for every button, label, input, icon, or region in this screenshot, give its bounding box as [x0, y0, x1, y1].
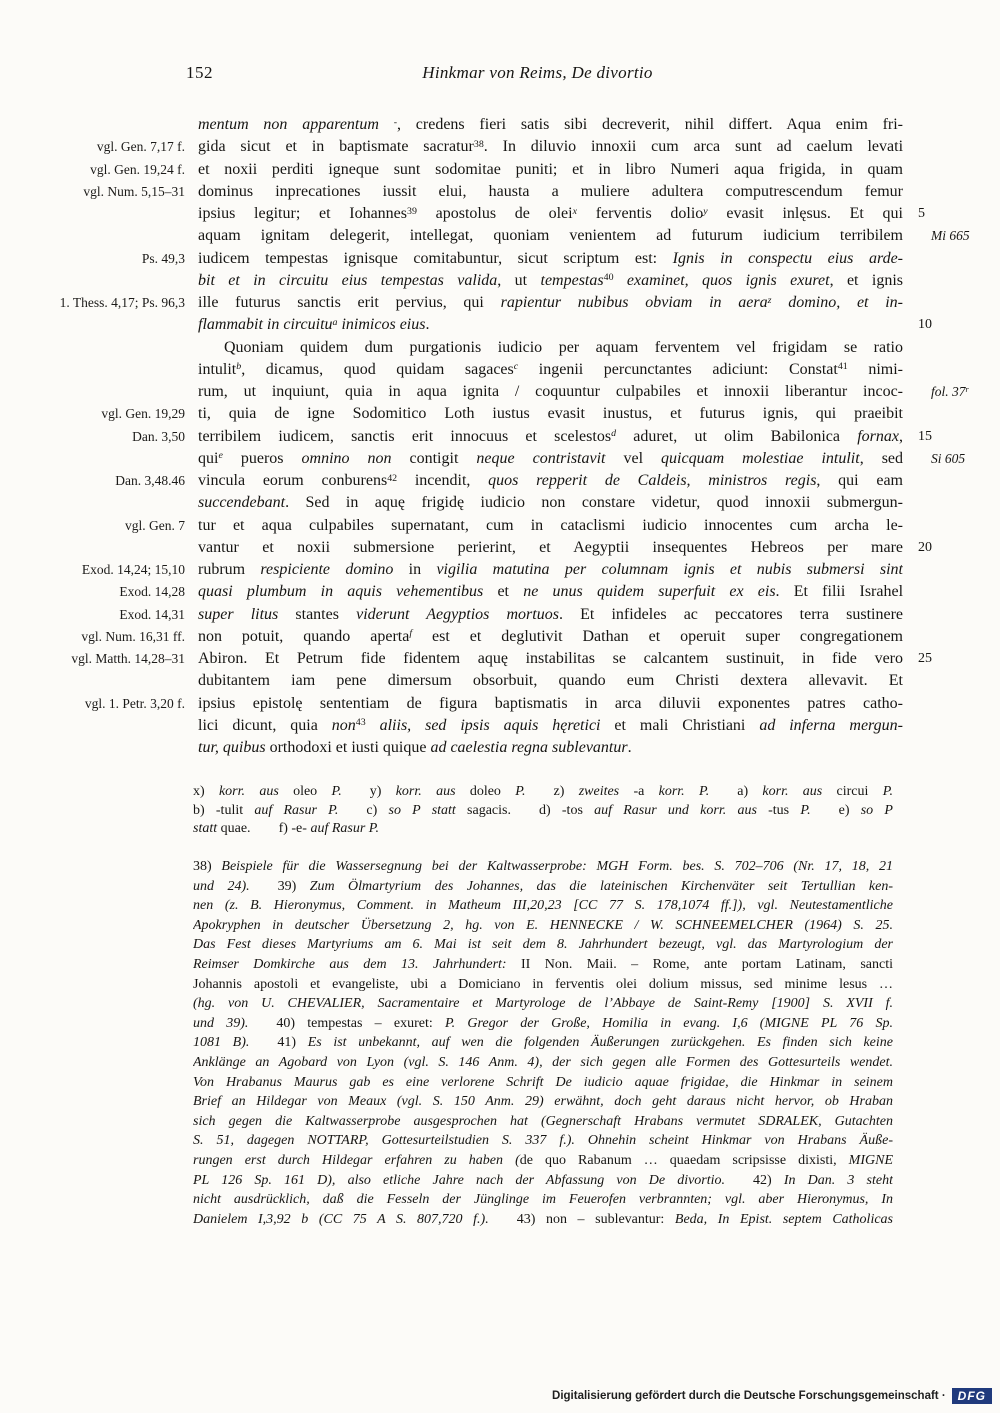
- body-line-text: ipsius legitur; et Iohannes$^{39}$ apostolus de olei$^x$ ferventis dolio$^y$ evasit inlęsus. Et qui: [198, 205, 903, 222]
- footnote-line-text: PL 126 Sp. 161 D), also etliche Jahre nach der Abfassung von De divortio. 42) In Dan. 3 steht: [193, 1172, 893, 1188]
- italic-text: PL 126 Sp. 161 D), also etliche Jahre nach der Abfassung von De divortio.: [193, 1172, 726, 1188]
- footnote-line-text: [193, 994, 893, 1014]
- margin-source-ref: [0, 381, 198, 403]
- body-line-text: iudicem tempestas ignisque comitabuntur, sicut scriptum est: Ignis in conspectu eius arde-: [198, 249, 903, 267]
- body-line-text: vantur et noxii submersione perierint, et Aegyptii insequentes Hebreos per mare: [198, 538, 903, 556]
- main-text-block: [0, 114, 1000, 759]
- dfg-logo: DFG: [952, 1388, 992, 1404]
- italic-text: succendebant: [198, 494, 286, 512]
- body-line-text: mentum non apparentum -, credens fieri satis sibi decreverit, nihil differt. Aqua enim fri-: [198, 116, 903, 133]
- margin-source-ref: [0, 225, 198, 247]
- digitization-footer: [552, 1388, 992, 1404]
- margin-source-ref: [0, 270, 198, 292]
- line-number: [903, 159, 1000, 181]
- body-line-text: flammabit in circuitu$^a$ inimicos eius.: [198, 316, 430, 334]
- italic-text: neque contristavit: [476, 449, 606, 467]
- italic-text: respiciente domino: [260, 561, 394, 578]
- footnote-marker: -: [393, 116, 398, 128]
- italic-text: aliis, sed ipsis aquis hęretici: [379, 716, 601, 734]
- margin-source-ref: [0, 715, 198, 737]
- italic-text: mentum non apparentum: [198, 116, 379, 133]
- italic-text: P. Gregor der Große, Homilia in evang. I,6 (MIGNE PL 76 Sp.: [444, 1015, 893, 1031]
- margin-source-ref: vgl. Gen. 19,24 f.: [90, 161, 185, 177]
- body-line-text: lici dicunt, quia non$^{43}$ aliis, sed ipsis aquis hęretici et mali Christiani ad inferna mergun-: [198, 716, 903, 734]
- text-line: [0, 181, 1000, 203]
- italic-text: Zum Ölmartyrium des Johannes, das die lateinischen Kirchenväter seit Tertullian ken-: [309, 878, 893, 894]
- italic-text: korr. aus: [218, 784, 279, 799]
- page-number: 152: [186, 63, 213, 82]
- italic-text: quasi plumbum in aquis vehementibus: [198, 583, 484, 601]
- italic-text: und 39).: [193, 1015, 249, 1031]
- apparatus-marker: a: [332, 316, 338, 328]
- italic-text: Danielem I,3,92 b (CC 75 A S. 807,720 f.).: [193, 1211, 489, 1227]
- italic-text: (hg. von U. CHEVALIER, Sacramentaire et Martyrologe de l’Abbaye de Saint-Remy [1900] S. XVII f.: [193, 996, 893, 1012]
- body-line-text: non potuit, quando aperta$^f$ est et deglutivit Dathan et operuit super congregationem: [198, 627, 903, 645]
- line-number: 25: [918, 651, 932, 666]
- text-line: [0, 225, 1000, 247]
- line-number: [903, 270, 1000, 292]
- text-line: [0, 559, 1000, 581]
- body-line-text: dominus inprecationes iussit elui, hausta a muliere adultera computrescendum femur: [198, 182, 903, 200]
- italic-text: vigilia matutina per columnam ignis et nubis submersi sint: [436, 561, 903, 578]
- margin-source-ref: [0, 203, 198, 225]
- text-line: [0, 581, 1000, 603]
- text-line: [0, 136, 1000, 158]
- line-number: [903, 670, 1000, 692]
- body-line-text: terribilem iudicem, sanctis erit innocuus et scelestos$^d$ aduret, ut olim Babilonica fornax,: [198, 427, 903, 445]
- italic-text: super litus: [198, 605, 279, 623]
- italic-text: ad caelestia regna sublevantur: [430, 739, 628, 756]
- margin-source-ref: Exod. 14,24; 15,10: [81, 562, 185, 577]
- margin-source-ref: vgl. Num. 5,15–31: [83, 183, 185, 199]
- italic-text: In Dan. 3 steht: [783, 1172, 893, 1188]
- italic-text: Anklänge an Agobard von Lyon (vgl. S. 146 Anm. 4), der sich gegen alle Formen des Gottesurteils wendet.: [193, 1054, 893, 1070]
- footnote-line: [193, 935, 893, 955]
- line-number: [903, 337, 1000, 359]
- italic-text: flammabit in circuitu: [198, 316, 333, 334]
- margin-source-ref: [0, 314, 198, 336]
- margin-column-ref: [903, 448, 1000, 470]
- body-line-text: tur, quibus orthodoxi et iusti quique ad caelestia regna sublevantur.: [198, 739, 632, 756]
- footnote-line-text: 1081 B). 41) Es ist unbekannt, auf wen die folgenden Äußerungen zurückgehen. Es finden sich keine: [193, 1035, 893, 1051]
- italic-text: rapientur nubibus obviam in aera: [500, 294, 768, 311]
- body-line-text: gida sicut et in baptismate sacratur$^{38}$. In diluvio innoxii cum arca sunt ad caelum levati: [198, 138, 903, 156]
- footnote-line: [193, 1131, 893, 1151]
- text-line: [0, 693, 1000, 715]
- text-line: [0, 670, 1000, 692]
- footnote-marker: 38: [473, 138, 484, 150]
- italic-text: so P statt: [388, 802, 456, 818]
- margin-source-ref: [0, 537, 198, 559]
- body-line-text: et noxii perditi igneque sunt sodomitae puniti; et in libro Numeri aqua frigida, in quam: [198, 160, 903, 178]
- footnote-line-text: Danielem I,3,92 b (CC 75 A S. 807,720 f.). 43) non – sublevantur: Beda, In Epist. septem Catholicas: [193, 1211, 893, 1227]
- body-line-text: rubrum respiciente domino in vigilia matutina per columnam ignis et nubis submersi sint: [198, 561, 903, 578]
- italic-text: auf Rasur P.: [254, 802, 339, 818]
- body-line-text: ti, quia de igne Sodomitico Loth iustus evasit inustus, et futurus ignis, qui praeibit: [198, 405, 903, 423]
- margin-source-ref: Ps. 49,3: [141, 250, 185, 266]
- italic-text: zweites: [578, 784, 620, 799]
- italic-text: sich gegen die Kaltwasserprobe ausgesprochen hat (Gegnerschaft Hrabans vermutet SDRALEK, Gutachten: [193, 1113, 893, 1129]
- italic-text: domino, et in-: [788, 294, 903, 311]
- line-number: [903, 693, 1000, 715]
- running-title: Hinkmar von Reims, De divortio: [422, 63, 653, 82]
- line-number: 15: [918, 428, 932, 444]
- footnote-line: [193, 1112, 893, 1132]
- italic-text: P.: [515, 784, 526, 799]
- line-number: [903, 248, 1000, 270]
- text-line: [0, 604, 1000, 626]
- footnote-marker: 40: [603, 272, 614, 284]
- italic-text: S. 51, dagegen NOTTARP, Gottesurteilstudien S. 337 f.). Ohnehin scheint Hinkmar von Hrabans Äuße-: [193, 1133, 893, 1149]
- footnote-line-text: [193, 1190, 893, 1210]
- apparatus-marker: e: [218, 450, 223, 462]
- italic-text: inimicos eius: [341, 316, 426, 334]
- body-line-text: Abiron. Et Petrum fide fidentem aquę instabilitas se calcantem sustinuit, in fide vero: [198, 650, 903, 667]
- body-line-text: rum, ut inquiunt, quia in aqua ignita / coquuntur culpabiles et innoxii liberantur incoc-: [198, 383, 903, 400]
- italic-text: Ignis in conspectu eius arde-: [672, 249, 903, 267]
- margin-source-ref: vgl. Gen. 7,17 f.: [96, 139, 185, 155]
- margin-source-ref: [0, 670, 198, 692]
- body-line-text: intulit$^b$, dicamus, quod quidam sagaces$^c$ ingenii percunctantes adiciunt: Constat$^{41}$ nimi-: [198, 360, 903, 378]
- margin-source-ref: vgl. 1. Petr. 3,20 f.: [84, 695, 185, 711]
- line-number: [903, 559, 1000, 581]
- footnote-marker: 42: [387, 472, 398, 484]
- footnote-line: [193, 877, 893, 897]
- italic-text: Mi 665: [931, 228, 970, 244]
- apparatus-marker: f: [409, 628, 413, 640]
- italic-text: P.: [331, 784, 342, 799]
- italic-text: und 24).: [193, 878, 250, 894]
- apparatus-marker: d: [611, 428, 617, 440]
- footnote-marker: 41: [837, 361, 848, 373]
- line-number: [903, 114, 1000, 136]
- footnote-line: [193, 916, 893, 936]
- italic-text: tempestas: [540, 271, 604, 289]
- line-number: [903, 136, 1000, 158]
- footnote-line-text: [193, 896, 893, 916]
- italic-text: fol. 37: [931, 384, 966, 399]
- apparatus-marker: x: [572, 205, 577, 217]
- margin-source-ref: [0, 737, 198, 759]
- margin-source-ref: Exod. 14,31: [119, 606, 185, 622]
- footnote-line: [193, 1190, 893, 1210]
- italic-text: auf Rasur und korr. aus: [594, 802, 757, 818]
- margin-source-ref: [0, 492, 198, 514]
- italic-text: korr. aus: [395, 784, 456, 799]
- italic-text: auf Rasur P.: [310, 821, 380, 837]
- line-number: [903, 359, 1000, 381]
- page-header: [185, 60, 890, 86]
- text-line: [0, 203, 1000, 225]
- body-line-text: succendebant. Sed in aquę frigidę iudicio non constare videtur, quod innoxii submergun-: [198, 494, 903, 512]
- line-number: [903, 181, 1000, 203]
- text-line: [0, 470, 1000, 492]
- text-line: [0, 648, 1000, 670]
- italic-text: Beda, In Epist. septem Catholicas: [674, 1211, 893, 1227]
- italic-text: Apokryphen in deutscher Übersetzung 2, hg. von E. HENNECKE / W. SCHNEEMELCHER (1964) S. 25.: [193, 917, 893, 933]
- footnote-line-text: Johannis apostoli et evangeliste, ubi a Domiciano in ferventis olei dolium missus, sed minime lesus …: [193, 976, 893, 992]
- apparatus-line: [193, 783, 893, 802]
- text-line: [0, 248, 1000, 270]
- margin-source-ref: Dan. 3,48.46: [115, 473, 185, 488]
- margin-source-ref: Exod. 14,28: [119, 584, 185, 600]
- italic-text: Brief an Hildegar von Meaux (vgl. S. 150 Anm. 29) erwähnt, doch geht daraus nicht hervor, ob Hraban: [193, 1094, 893, 1110]
- italic-text: examinet, quos ignis exuret: [626, 271, 830, 289]
- text-line: [0, 114, 1000, 136]
- text-line: [0, 715, 1000, 737]
- body-line-text: qui$^e$ pueros omnino non contigit neque contristavit vel quicquam molestiae intulit, sed: [198, 449, 903, 467]
- footnote-line-text: und 39). 40) tempestas – exuret: P. Gregor der Große, Homilia in evang. I,6 (MIGNE PL 76 Sp.: [193, 1015, 893, 1031]
- text-line: [0, 292, 1000, 314]
- apparatus-marker: c: [513, 361, 519, 373]
- footnote-line-text: [193, 1112, 893, 1132]
- footnote-line: [193, 994, 893, 1014]
- italic-text: quos repperit de Caldeis, ministros regis: [488, 472, 817, 489]
- italic-text: ne unus quidem superfuit ex eis: [523, 583, 776, 601]
- italic-text: viderunt Aegyptios mortuos: [356, 605, 559, 623]
- italic-text: bit et in circuitu eius tempestas valida: [198, 271, 498, 289]
- footnote-line-text: 38) Beispiele für die Wassersegnung bei der Kaltwasserprobe: MGH Form. bes. S. 702–706 (Nr. 17, 18, 21: [193, 859, 893, 874]
- italic-text: nen (z. B. Hieronymus, Comment. in Matheum III,20,23 [CC 77 S. 178,1074 ff.]), vgl. Neutestamentliche: [193, 898, 893, 914]
- footnote-line: [193, 857, 893, 877]
- footnote-line: [193, 1073, 893, 1093]
- body-line-text: ille futurus sanctis erit pervius, qui rapientur nubibus obviam in aera$^z$ domino, et in-: [198, 294, 903, 311]
- line-number: 20: [918, 539, 932, 555]
- margin-column-ref: [903, 381, 1000, 403]
- footnote-line-text: rungen erst durch Hildegar erfahren zu haben (de quo Rabanum … quaedam scripsisse dixisti, MIGNE: [193, 1152, 893, 1168]
- line-number: [903, 292, 1000, 314]
- line-number: [903, 470, 1000, 492]
- footnote-line-text: Reimser Domkirche aus dem 13. Jahrhundert: II Non. Maii. – Rome, ante portam Latinam, sancti: [193, 956, 893, 972]
- body-line-text: super litus stantes viderunt Aegyptios mortuos. Et infideles ac peccatores terra sustinere: [198, 605, 903, 623]
- margin-source-ref: [0, 337, 198, 359]
- italic-text: MIGNE: [848, 1152, 893, 1168]
- footnote-line: [193, 1033, 893, 1053]
- footnote-line: [193, 1092, 893, 1112]
- footnotes-block: [193, 857, 893, 1229]
- text-line: [0, 314, 1000, 336]
- apparatus-line-text: x) korr. aus oleo P. y) korr. aus doleo P. z) zweites -a korr. P. a) korr. aus circui P.: [193, 784, 893, 799]
- footnote-line: [193, 896, 893, 916]
- footnote-line-text: [193, 1073, 893, 1093]
- italic-text: Beispiele für die Wassersegnung bei der Kaltwasserprobe: MGH Form. bes. S. 702–706 (Nr. 17, 18, 21: [221, 859, 893, 874]
- line-number: [903, 515, 1000, 537]
- line-number: [903, 581, 1000, 603]
- italic-text: rungen erst durch Hildegar erfahren zu haben (: [193, 1152, 520, 1168]
- body-line-text: tur et aqua culpabiles supernatant, cum in cataclismi iudicio innocentes cum archa le-: [198, 516, 903, 534]
- footnote-line: [193, 1053, 893, 1073]
- apparatus-line-text: statt quae. f) -e- auf Rasur P.: [193, 821, 380, 837]
- text-line: [0, 426, 1000, 448]
- text-line: [0, 448, 1000, 470]
- italic-text: P.: [800, 802, 811, 818]
- footnote-marker: 39: [407, 205, 417, 217]
- line-number: [903, 626, 1000, 648]
- italic-text: korr. aus: [762, 784, 823, 799]
- body-line-text: bit et in circuitu eius tempestas valida, ut tempestas$^{40}$ examinet, quos ignis exuret, et ignis: [198, 271, 903, 289]
- italic-text: P.: [882, 784, 893, 799]
- text-line: [0, 537, 1000, 559]
- line-number: [903, 403, 1000, 425]
- italic-text: so P: [860, 802, 893, 818]
- text-line: [0, 515, 1000, 537]
- italic-text: Si 605: [931, 450, 966, 466]
- apparatus-line: [193, 802, 893, 821]
- margin-source-ref: Dan. 3,50: [132, 428, 185, 444]
- italic-text: omnino non: [301, 449, 392, 467]
- footnote-line: [193, 1151, 893, 1171]
- apparatus-marker: r: [965, 385, 969, 395]
- footnote-line-text: [193, 916, 893, 936]
- body-line-text: Quoniam quidem dum purgationis iudicio per aquam ferventem vel frigidam se ratio: [224, 338, 903, 356]
- text-line: [0, 492, 1000, 514]
- body-line-text: dubitantem iam pene dimersum obsorbuit, quando eum Christi dextera allevavit. Et: [198, 672, 903, 690]
- italic-text: ad inferna mergun-: [759, 716, 903, 734]
- italic-text: 1081 B).: [193, 1035, 250, 1051]
- text-line: [0, 381, 1000, 403]
- critical-apparatus-block: [193, 783, 893, 839]
- footnote-line: [193, 1014, 893, 1034]
- line-number: 5: [918, 206, 925, 221]
- italic-text: nicht ausdrücklich, daß die Fesseln der Jünglinge im Feuerofen verbrannten; vgl. aber Hieronymus, In: [193, 1192, 893, 1208]
- digitization-credit: Digitalisierung gefördert durch die Deutsche Forschungsgemeinschaft ·: [552, 1390, 946, 1402]
- apparatus-marker: z: [767, 294, 772, 306]
- margin-source-ref: vgl. Matth. 14,28–31: [71, 651, 185, 666]
- italic-text: Von Hrabanus Maurus gab es eine verlorene Schrift De iudicio aquae frigidae, die Hinkmar in seinem: [193, 1074, 893, 1090]
- margin-source-ref: [0, 114, 198, 136]
- italic-text: korr. P.: [658, 784, 710, 799]
- text-line: [0, 626, 1000, 648]
- italic-text: fornax: [857, 427, 900, 445]
- italic-text: Das Fest dieses Martyriums am 6. Mai ist seit dem 8. Jahrhundert bezeugt, vgl. das Martyrologium der: [193, 937, 893, 953]
- line-number: [903, 492, 1000, 514]
- line-number: [903, 715, 1000, 737]
- line-number: [903, 604, 1000, 626]
- apparatus-marker: b: [236, 361, 242, 373]
- footnote-line-text: und 24). 39) Zum Ölmartyrium des Johannes, das die lateinischen Kirchenväter seit Tertullian ken-: [193, 878, 893, 894]
- text-line: [0, 270, 1000, 292]
- footnote-line: [193, 975, 893, 995]
- italic-text: tur, quibus: [198, 739, 266, 756]
- italic-text: quicquam molestiae intulit: [661, 449, 860, 467]
- line-number: [903, 737, 1000, 759]
- margin-column-ref: [903, 225, 1000, 247]
- italic-text: Reimser Domkirche aus dem 13. Jahrhundert:: [193, 956, 507, 972]
- line-number: 10: [918, 317, 932, 333]
- apparatus-marker: y: [703, 205, 708, 217]
- italic-text: Es ist unbekannt, auf wen die folgenden Äußerungen zurückgehen. Es finden sich keine: [307, 1035, 893, 1051]
- margin-source-ref: 1. Thess. 4,17; Ps. 96,3: [59, 295, 185, 310]
- body-line-text: vincula eorum conburens$^{42}$ incendit, quos repperit de Caldeis, ministros regis, qui eam: [198, 472, 903, 489]
- body-line-text: ipsius epistolę sententiam de figura baptismatis in arca diluvii exponentes patres catho-: [198, 694, 903, 712]
- footnote-line-text: [193, 1092, 893, 1112]
- text-line: [0, 403, 1000, 425]
- text-line: [0, 737, 1000, 759]
- footnote-line-text: [193, 1131, 893, 1151]
- footnote-line: [193, 955, 893, 975]
- footnote-line-text: [193, 935, 893, 955]
- margin-source-ref: vgl. Num. 16,31 ff.: [81, 628, 185, 644]
- italic-text: statt: [193, 821, 218, 837]
- margin-source-ref: vgl. Gen. 19,29: [101, 406, 185, 422]
- text-line: [0, 337, 1000, 359]
- footnote-line: [193, 1171, 893, 1191]
- margin-source-ref: [0, 448, 198, 470]
- body-line-text: quasi plumbum in aquis vehementibus et ne unus quidem superfuit ex eis. Et filii Israhel: [198, 583, 903, 601]
- body-line-text: aquam ignitam delegerit, intellegat, quoniam venientem ad futurum iudicium terribilem: [198, 227, 903, 245]
- italic-text: non: [331, 716, 356, 734]
- apparatus-line: [193, 820, 893, 839]
- footnote-line-text: [193, 1053, 893, 1073]
- margin-source-ref: vgl. Gen. 7: [125, 517, 185, 533]
- apparatus-line-text: b) -tulit auf Rasur P. c) so P statt sagacis. d) -tos auf Rasur und korr. aus -tus P. e) so P: [193, 802, 893, 818]
- text-line: [0, 159, 1000, 181]
- footnote-marker: 43: [355, 717, 366, 729]
- footnote-line: [193, 1210, 893, 1230]
- margin-source-ref: [0, 359, 198, 381]
- text-line: [0, 359, 1000, 381]
